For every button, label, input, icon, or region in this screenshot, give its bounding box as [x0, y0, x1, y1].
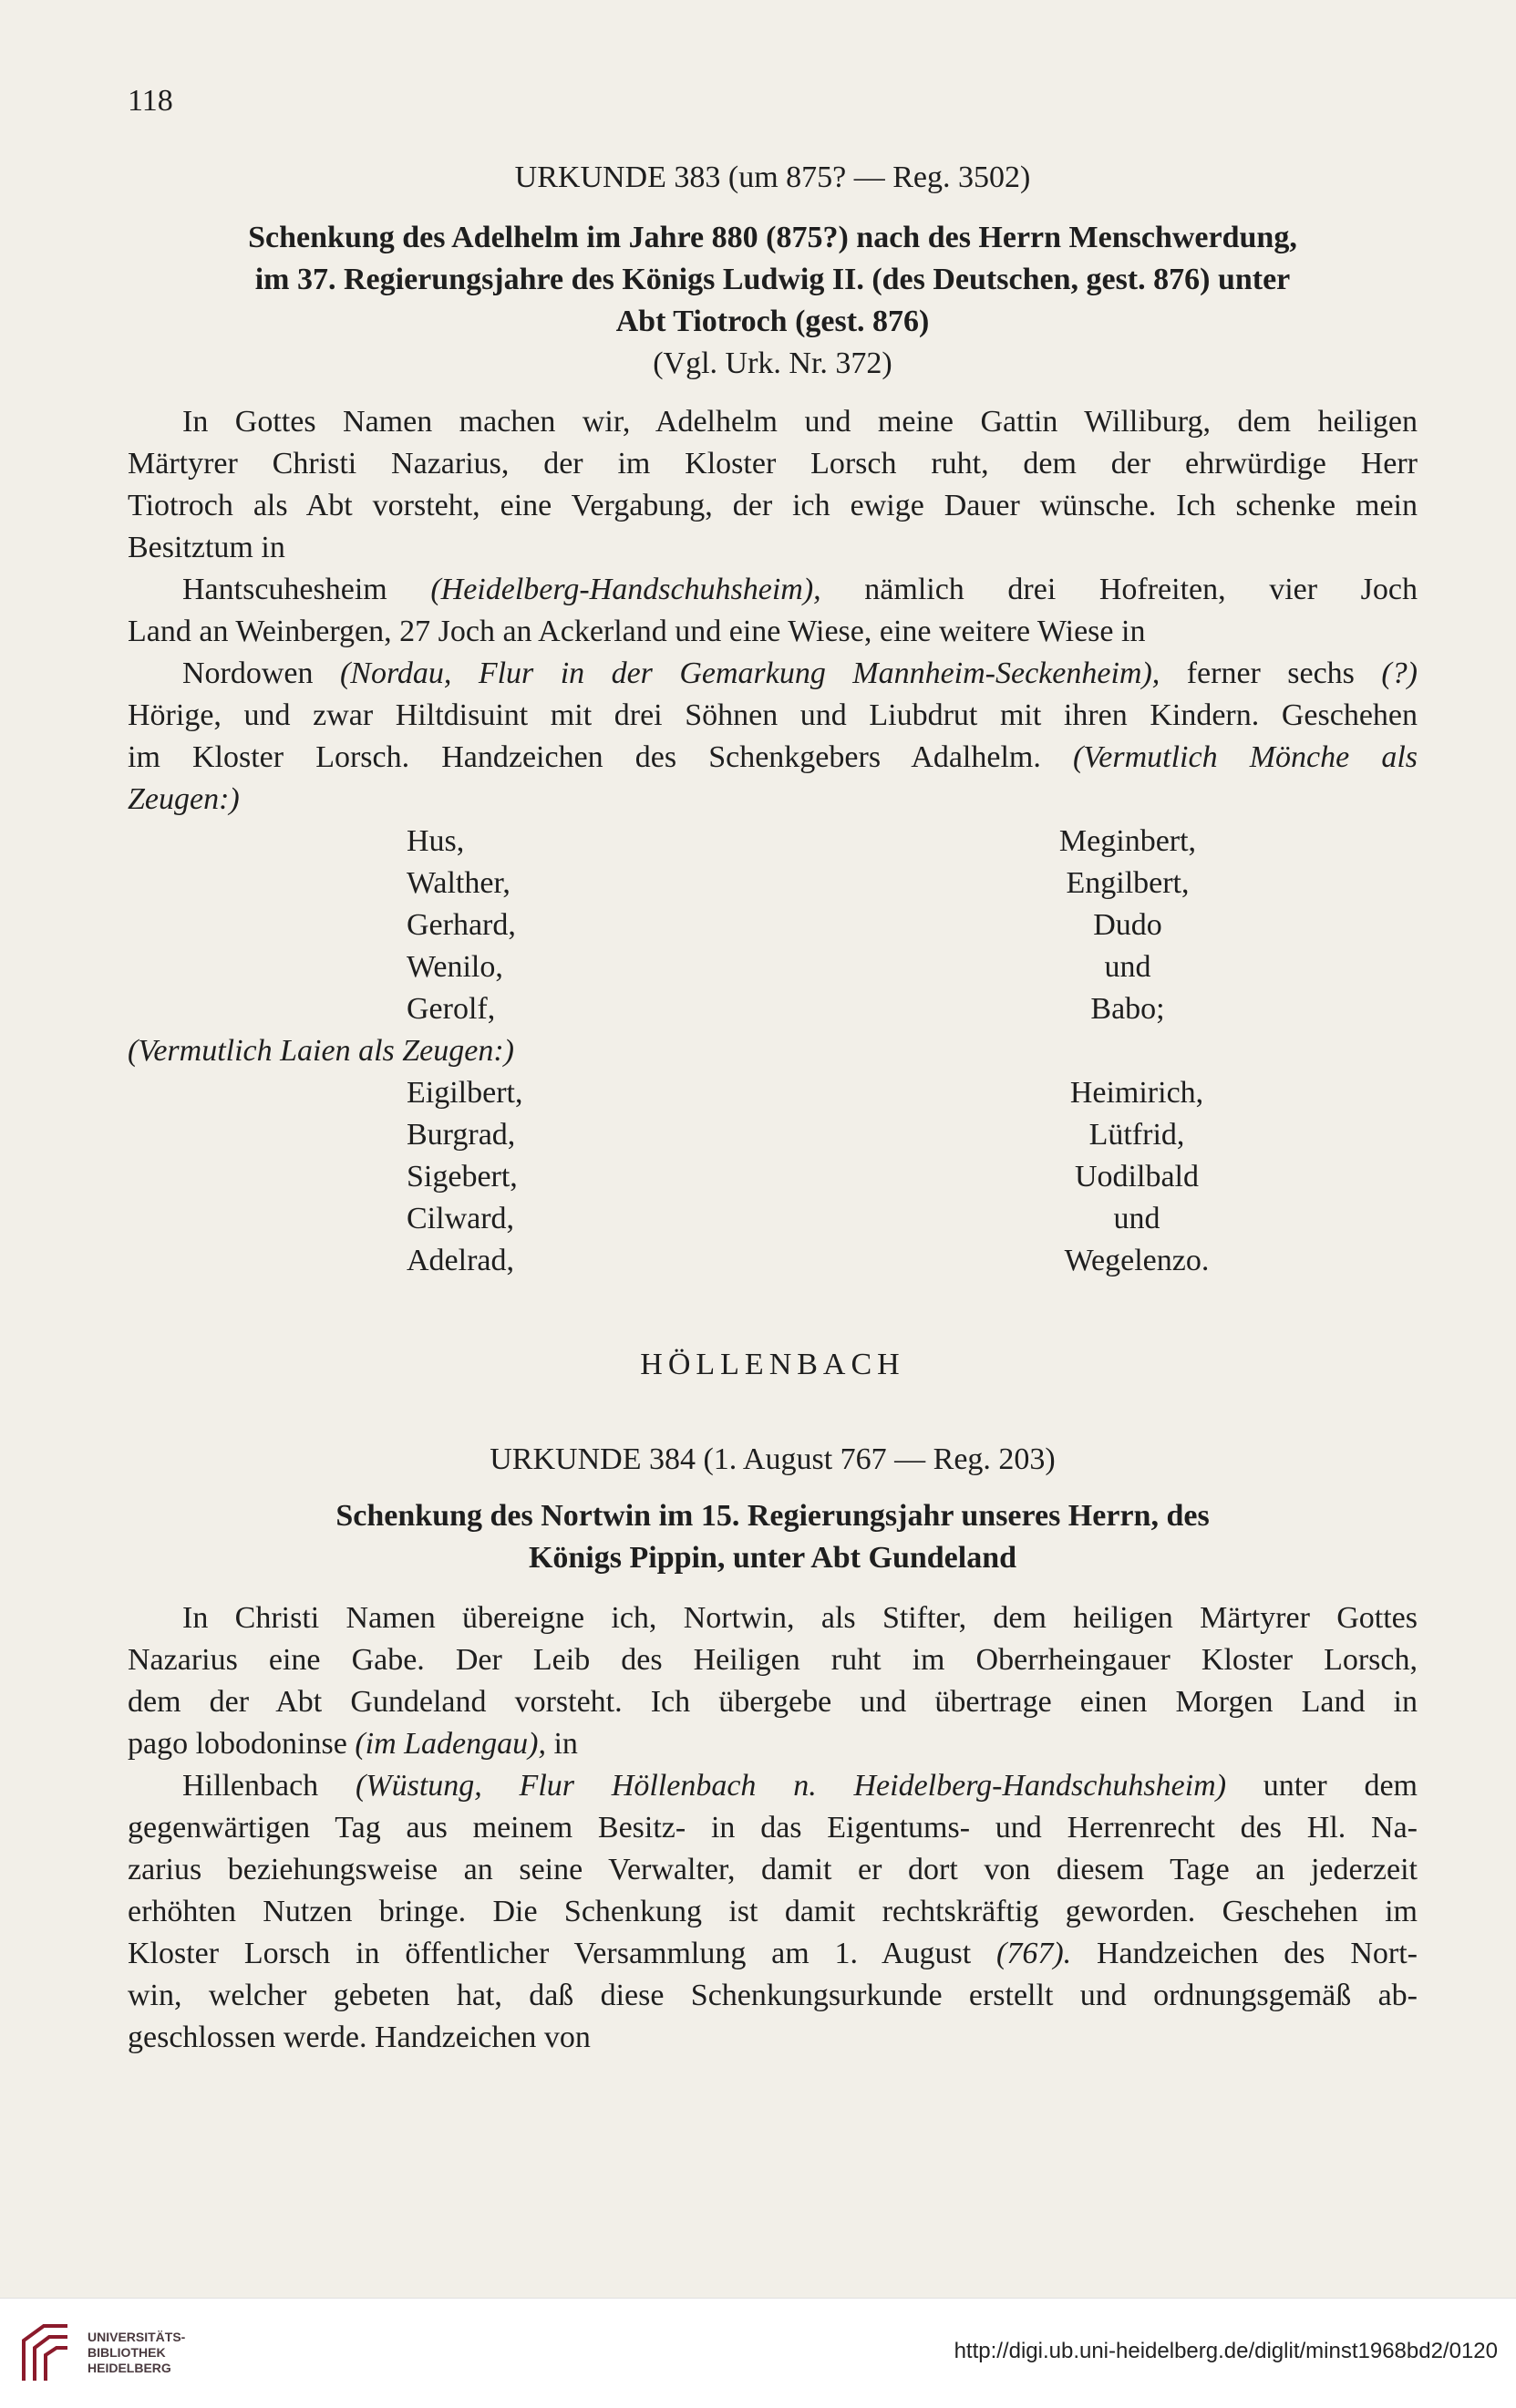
body-text: nämlich drei Hofreiten, vier Joch — [820, 573, 1418, 606]
document-383-title — [128, 217, 1418, 385]
body-line: geschlossen werde. Handzeichen von — [128, 2020, 591, 2054]
title-line: Abt Tiotroch (gest. 876) — [615, 305, 930, 338]
witness-name: Engilbert, — [1066, 866, 1190, 900]
body-line — [128, 737, 1418, 779]
place-annotation: (im Ladengau), — [355, 1727, 546, 1761]
body-text: Nordowen — [182, 656, 340, 690]
witness-name: Cilward, — [407, 1202, 515, 1235]
library-name-line: BIBLIOTHEK — [88, 2345, 166, 2360]
witness-name: Hus, — [407, 824, 465, 858]
witness-name: und — [1104, 950, 1151, 984]
reference-note: (Vgl. Urk. Nr. 372) — [653, 346, 892, 380]
document-384-title — [128, 1495, 1418, 1579]
body-line: Märtyrer Christi Nazarius, der im Kloster Lorsch ruht, dem der ehrwürdige Herr — [128, 447, 1418, 481]
laity-witnesses-right — [1050, 1072, 1223, 1282]
body-line — [128, 653, 1418, 695]
witness-name: Meginbert, — [1058, 824, 1197, 858]
witness-name: Eigilbert, — [407, 1076, 523, 1110]
witness-name: Wegelenzo. — [1064, 1244, 1210, 1277]
body-line: zarius beziehungsweise an seine Verwalter, damit er dort von diesem Tage an jederzeit — [128, 1853, 1418, 1886]
uncertainty-mark: (?) — [1381, 656, 1418, 690]
library-name — [88, 2330, 185, 2376]
body-text: ferner sechs — [1160, 656, 1382, 690]
document-383-body — [128, 401, 1418, 821]
witness-name: Heimirich, — [1069, 1076, 1204, 1110]
source-url-link[interactable]: http://digi.ub.uni-heidelberg.de/diglit/minst1968bd2/0120 — [954, 2339, 1498, 2363]
body-line — [128, 569, 1418, 611]
body-line — [128, 1933, 1418, 1975]
body-text: Hantscuhesheim — [182, 573, 431, 606]
laity-label — [128, 1030, 514, 1072]
body-line: gegenwärtigen Tag aus meinem Besitz- in das Eigentums- und Herrenrecht des Hl. Na- — [128, 1811, 1418, 1845]
page-number: 118 — [128, 84, 173, 118]
title-line: Schenkung des Adelhelm im Jahre 880 (875?) nach des Herrn Menschwerdung, — [248, 221, 1297, 254]
body-text: unter dem — [1226, 1769, 1418, 1803]
witness-name: Dudo — [1093, 908, 1162, 942]
document-384-body — [128, 1597, 1418, 2059]
date-annotation: (767). — [996, 1937, 1072, 1970]
witness-name: Uodilbald — [1075, 1160, 1199, 1194]
body-text: Handzeichen des Nort- — [1071, 1937, 1418, 1970]
body-line: erhöhten Nutzen bringe. Die Schenkung ist damit rechtskräftig geworden. Geschehen im — [128, 1895, 1418, 1928]
body-line: In Christi Namen übereigne ich, Nortwin, als Stifter, dem heiligen Märtyrer Gottes — [182, 1601, 1418, 1635]
document-384-heading — [128, 1439, 1418, 1481]
library-name-line: HEIDELBERG — [88, 2361, 171, 2375]
witness-name: Gerhard, — [407, 908, 516, 942]
monk-witnesses-left — [407, 821, 516, 1030]
body-text: Kloster Lorsch in öffentlicher Versammlung am 1. August — [128, 1937, 996, 1970]
laity-label-text: (Vermutlich Laien als Zeugen:) — [128, 1034, 514, 1068]
body-line — [128, 1723, 1418, 1765]
place-annotation: (Wüstung, Flur Höllenbach n. Heidelberg-Handschuhsheim) — [355, 1769, 1227, 1803]
monk-witnesses-right — [1050, 821, 1205, 1030]
library-logo-icon — [16, 2320, 75, 2384]
library-name-line: UNIVERSITÄTS- — [88, 2330, 186, 2344]
place-annotation: (Heidelberg-Handschuhsheim), — [430, 573, 821, 606]
body-text: Hillenbach — [182, 1769, 356, 1803]
title-line: Königs Pippin, unter Abt Gundeland — [528, 1541, 1017, 1575]
witness-name: Wenilo, — [407, 950, 503, 984]
section-title: HÖLLENBACH — [640, 1348, 905, 1381]
charter-heading: URKUNDE 384 (1. August 767 — Reg. 203) — [490, 1442, 1056, 1476]
body-line: Nazarius eine Gabe. Der Leib des Heiligen ruht im Oberrheingauer Kloster Lorsch, — [128, 1643, 1418, 1677]
body-text: pago lobodoninse — [128, 1727, 356, 1761]
body-line — [128, 1765, 1418, 1807]
title-line: Schenkung des Nortwin im 15. Regierungsjahr unseres Herrn, des — [335, 1499, 1210, 1533]
witness-name: Lütfrid, — [1088, 1118, 1185, 1152]
place-annotation: (Nordau, Flur in der Gemarkung Mannheim-Seckenheim), — [339, 656, 1160, 690]
body-line: Tiotroch als Abt vorsteht, eine Vergabung, der ich ewige Dauer wünsche. Ich schenke mein — [128, 489, 1418, 522]
document-383-heading — [128, 157, 1418, 199]
witness-name: Gerolf, — [407, 992, 496, 1026]
body-line: In Gottes Namen machen wir, Adelhelm und meine Gattin Williburg, dem heiligen — [182, 405, 1418, 439]
witness-name: Adelrad, — [407, 1244, 515, 1277]
body-line: Besitztum in — [128, 531, 285, 564]
body-text: in — [545, 1727, 578, 1761]
body-line: Land an Weinbergen, 27 Joch an Ackerland und eine Wiese, eine weitere Wiese in — [128, 615, 1146, 648]
witness-name: Burgrad, — [407, 1118, 516, 1152]
witness-note: Zeugen:) — [128, 782, 240, 816]
body-text: im Kloster Lorsch. Handzeichen des Schenkgebers Adalhelm. — [128, 740, 1073, 774]
body-line: win, welcher gebeten hat, daß diese Schenkungsurkunde erstellt und ordnungsgemäß ab- — [128, 1979, 1418, 2012]
laity-witnesses-left — [407, 1072, 522, 1282]
witness-name: Sigebert, — [407, 1160, 518, 1194]
charter-heading: URKUNDE 383 (um 875? — Reg. 3502) — [514, 160, 1031, 194]
body-line: Hörige, und zwar Hiltdisuint mit drei Söhnen und Liubdrut mit ihren Kindern. Geschehen — [128, 698, 1418, 732]
witness-note: (Vermutlich Mönche als — [1072, 740, 1418, 774]
viewer-footer — [0, 2298, 1516, 2408]
title-line: im 37. Regierungsjahre des Königs Ludwig II. (des Deutschen, gest. 876) unter — [254, 263, 1291, 296]
body-line: dem der Abt Gundeland vorsteht. Ich übergebe und übertrage einen Morgen Land in — [128, 1685, 1418, 1719]
witness-name: Babo; — [1090, 992, 1165, 1026]
section-title-block — [128, 1348, 1418, 1382]
witness-name: Walther, — [407, 866, 510, 900]
witness-name: und — [1113, 1202, 1160, 1235]
